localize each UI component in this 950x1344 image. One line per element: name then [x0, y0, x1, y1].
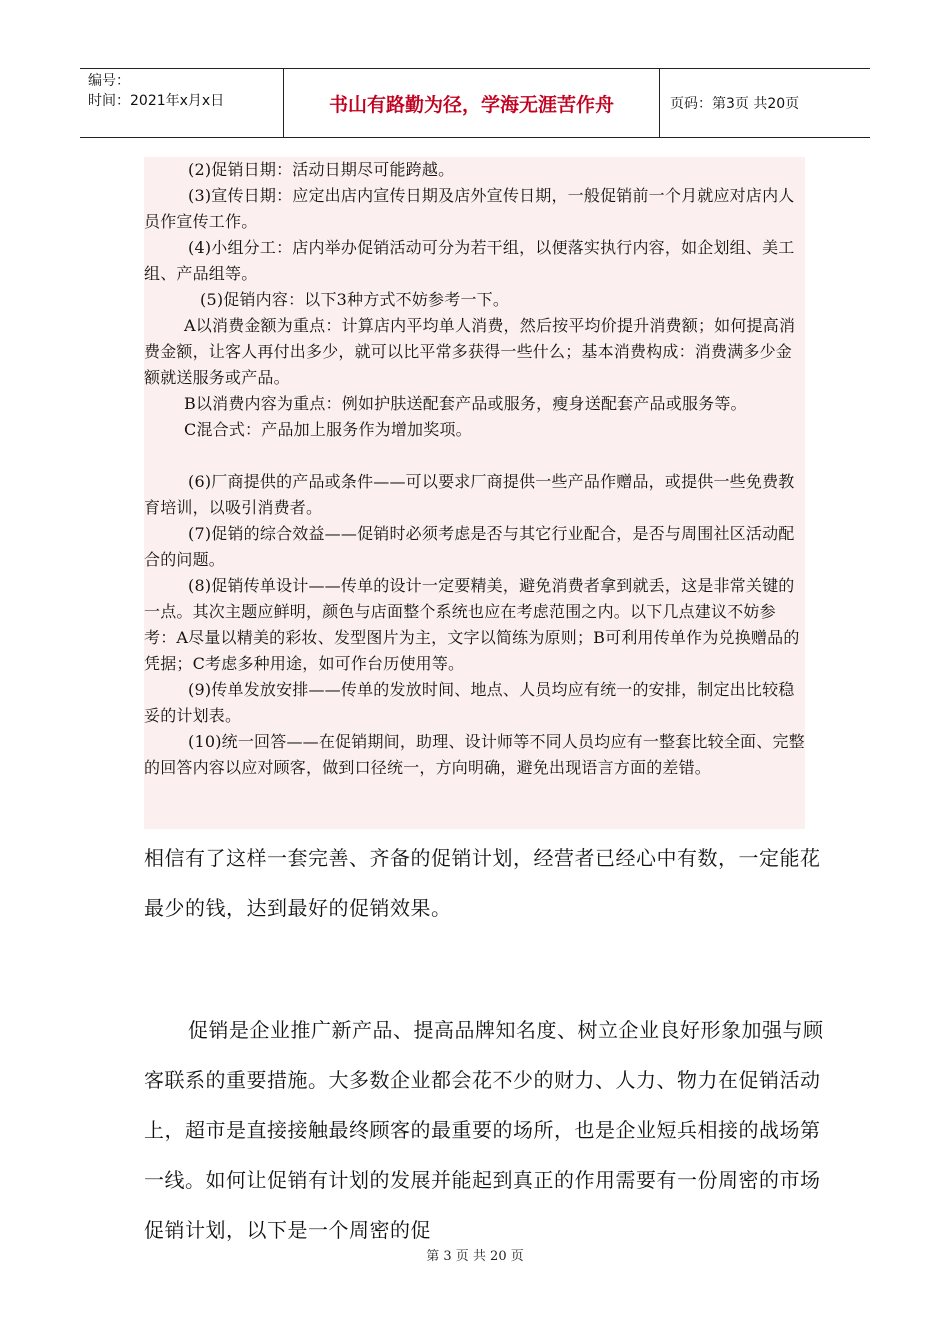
- header-motto: 书山有路勤为径，学海无涯苦作舟: [284, 69, 660, 137]
- box-paragraph: (4)小组分工：店内举办促销活动可分为若干组，以便落实执行内容，如企划组、美工组、产品组等。: [144, 238, 795, 283]
- box-paragraph: (5)促销内容：以下3种方式不妨参考一下。: [200, 290, 510, 309]
- box-paragraph: (2)促销日期：活动日期尽可能跨越。: [188, 160, 455, 179]
- box-paragraph: (3)宣传日期：应定出店内宣传日期及店外宣传日期，一般促销前一个月就应对店内人员作宣传工作。: [144, 186, 795, 231]
- page-footer: 第 3 页 共 20 页: [426, 1249, 524, 1264]
- doc-date-label: 时间：2021年x月x日: [88, 93, 225, 109]
- highlighted-text-box: [144, 157, 805, 829]
- body-text: [144, 833, 824, 1255]
- body-paragraph: 相信有了这样一套完善、齐备的促销计划，经营者已经心中有数，一定能花最少的钱，达到最好的促销效果。: [144, 846, 821, 920]
- doc-number-label: 编号：: [88, 73, 130, 89]
- box-paragraph: (10)统一回答——在促销期间，助理、设计师等不同人员均应有一整套比较全面、完整的回答内容以应对顾客，做到口径统一，方向明确，避免出现语言方面的差错。: [144, 732, 805, 777]
- box-paragraph: (8)促销传单设计——传单的设计一定要精美，避免消费者拿到就丢，这是非常关键的一点。其次主题应鲜明，颜色与店面整个系统也应在考虑范围之内。以下几点建议不妨参考：A尽量以精美的彩妆、发型图片为主，文字以简练为原则；B可利用传单作为兑换赠品的凭据；C考虑多种用途，如可作台历使用等。: [144, 576, 800, 673]
- box-paragraph: (9)传单发放安排——传单的发放时间、地点、人员均应有统一的安排，制定出比较稳妥的计划表。: [144, 680, 795, 725]
- header-meta: [80, 69, 284, 137]
- body-paragraph: 促销是企业推广新产品、提高品牌知名度、树立企业良好形象加强与顾客联系的重要措施。大多数企业都会花不少的财力、人力、物力在促销活动上，超市是直接接触最终顾客的最重要的场所，也是企业短兵相接的战场第一线。如何让促销有计划的发展并能起到真正的作用需要有一份周密的市场促销计划，以下是一个周密的促: [144, 1018, 824, 1242]
- box-paragraph: B以消费内容为重点：例如护肤送配套产品或服务，瘦身送配套产品或服务等。: [184, 394, 747, 413]
- box-paragraph: A以消费金额为重点：计算店内平均单人消费，然后按平均价提升消费额；如何提高消费金额，让客人再付出多少，就可以比平常多获得一些什么；基本消费构成：消费满多少金额就送服务或产品。: [144, 316, 796, 387]
- box-paragraph: (6)厂商提供的产品或条件——可以要求厂商提供一些产品作赠品，或提供一些免费教育培训，以吸引消费者。: [144, 472, 795, 517]
- box-paragraph: C混合式：产品加上服务作为增加奖项。: [184, 420, 472, 439]
- box-paragraph: (7)促销的综合效益——促销时必须考虑是否与其它行业配合，是否与周围社区活动配合的问题。: [144, 524, 795, 569]
- header-page-info: 页码：第3页 共20页: [670, 96, 800, 112]
- page-header: [80, 68, 870, 138]
- spacer: [144, 443, 805, 469]
